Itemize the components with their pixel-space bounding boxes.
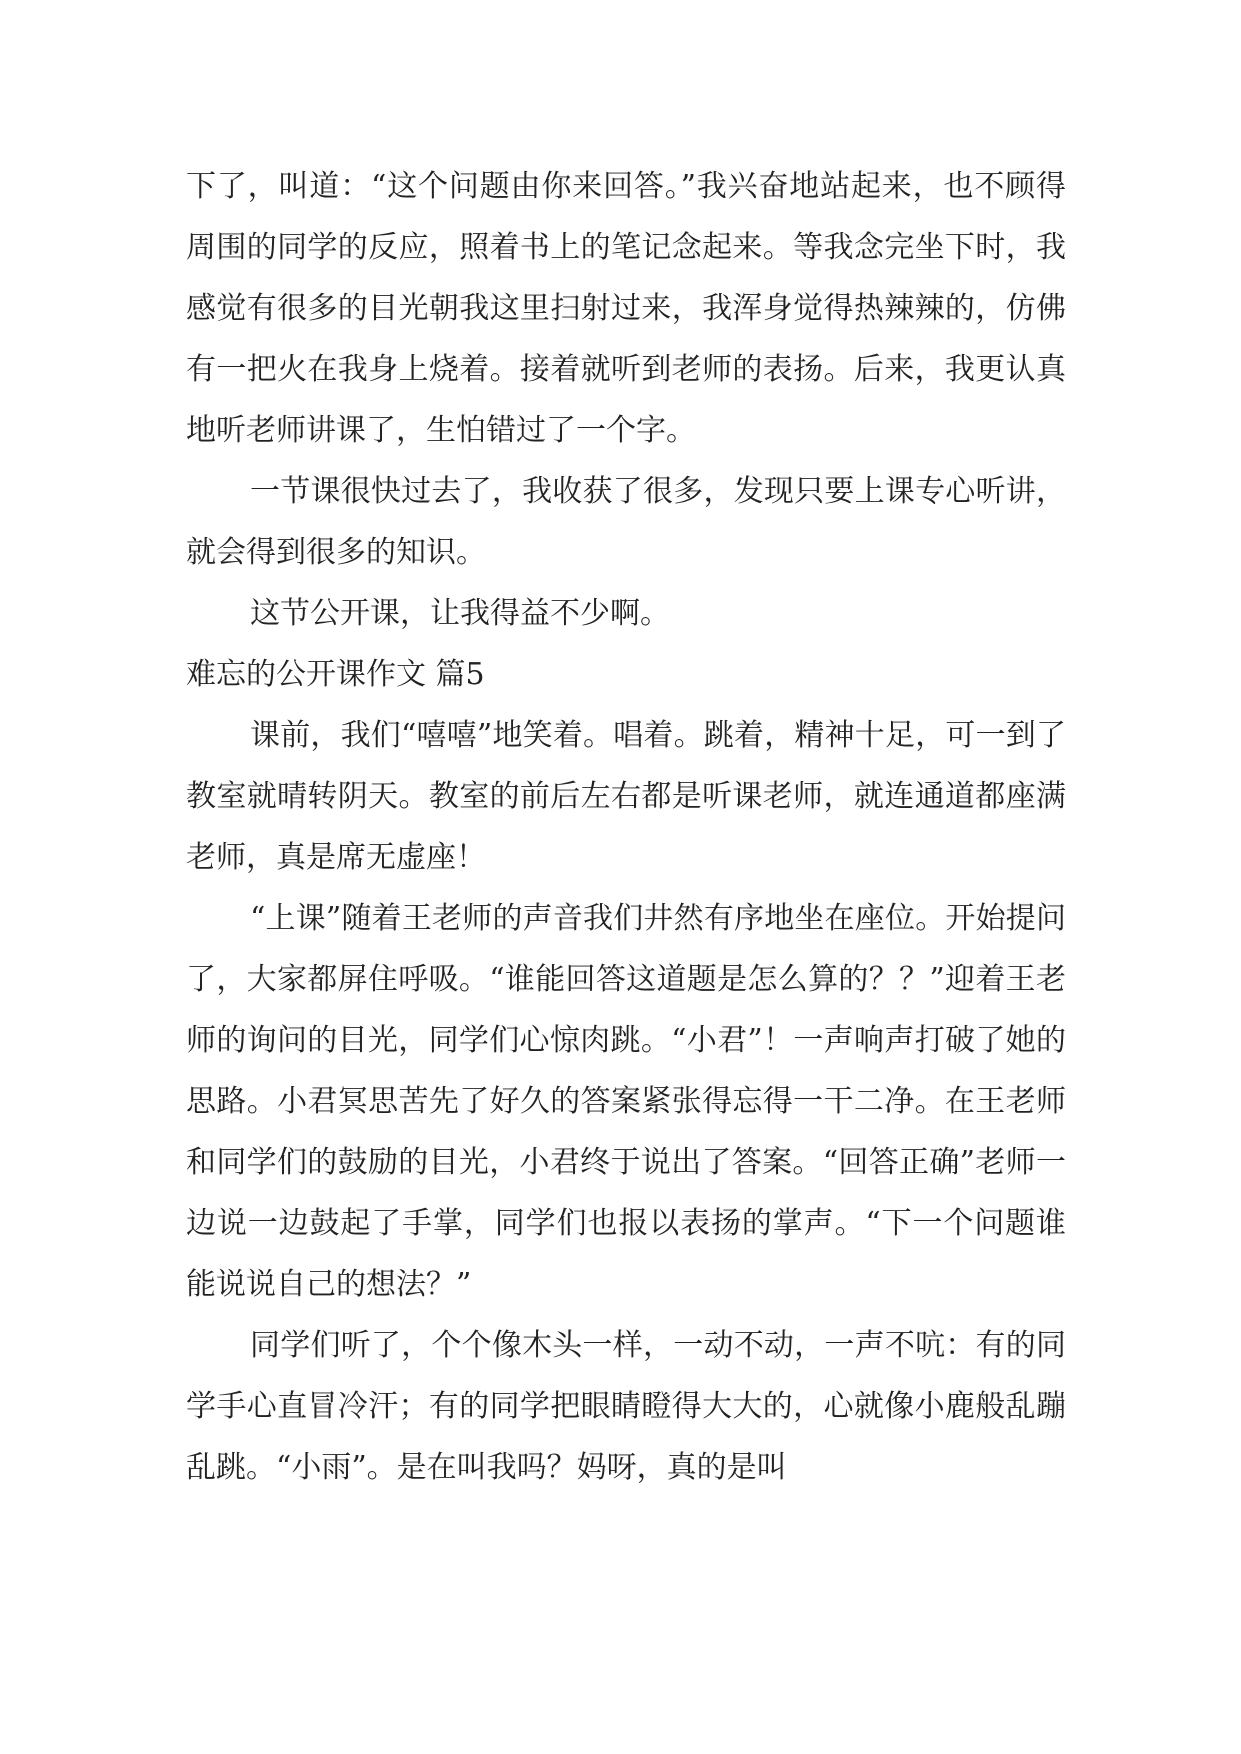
paragraph-1: 下了，叫道：“这个问题由你来回答。”我兴奋地站起来，也不顾得周围的同学的反应，照着书上的笔记念起来。等我念完坐下时，我感觉有很多的目光朝我这里扫射过来，我浑身觉得热辣辣的，仿佛有一把火在我身上烧着。接着就听到老师的表扬。后来，我更认真地听老师讲课了，生怕错过了一个字。 [186,169,1066,448]
document-body [186,156,1066,1498]
paragraph-2: 一节课很快过去了，我收获了很多，发现只要上课专心听讲，就会得到很多的知识。 [186,474,1066,570]
section-heading: 难忘的公开课作文 篇5 [186,657,485,692]
paragraph-3: 这节公开课，让我得益不少啊。 [250,596,670,631]
paragraph-4: 课前，我们“嘻嘻”地笑着。唱着。跳着，精神十足，可一到了教室就晴转阴天。教室的前后左右都是听课老师，就连通道都座满老师，真是席无虚座！ [186,718,1066,875]
paragraph-5: “上课”随着王老师的声音我们井然有序地坐在座位。开始提问了，大家都屏住呼吸。“谁能回答这道题是怎么算的？？”迎着王老师的询问的目光，同学们心惊肉跳。“小君”！一声响声打破了她的思路。小君冥思苦先了好久的答案紧张得忘得一干二净。在王老师和同学们的鼓励的目光，小君终于说出了答案。“回答正确”老师一边说一边鼓起了手掌，同学们也报以表扬的掌声。“下一个问题谁能说说自己的想法？” [186,901,1066,1302]
paragraph-6: 同学们听了，个个像木头一样，一动不动，一声不吭：有的同学手心直冒冷汗；有的同学把眼睛瞪得大大的，心就像小鹿般乱蹦乱跳。“小雨”。是在叫我吗？妈呀，真的是叫 [186,1328,1066,1485]
